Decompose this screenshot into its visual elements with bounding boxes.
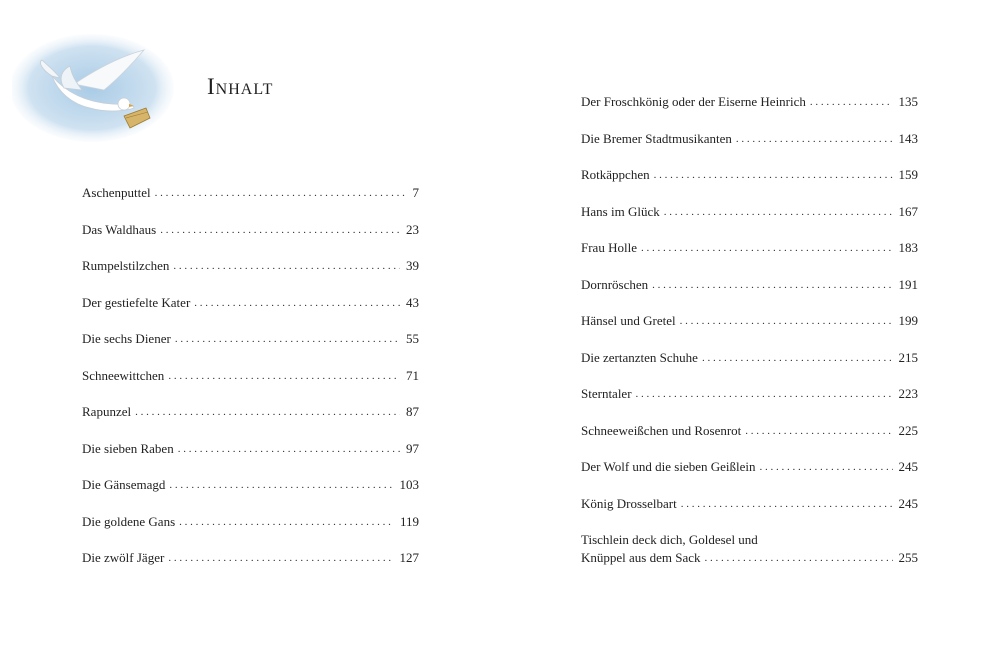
- entry-title: Frau Holle: [581, 240, 637, 255]
- leader-dots: [135, 403, 400, 421]
- page-title: Inhalt: [207, 74, 274, 99]
- toc-left-column: [82, 184, 419, 586]
- entry-title: Die Gänsemagd: [82, 477, 166, 492]
- toc-entry[interactable]: [82, 476, 419, 494]
- entry-page: 215: [898, 349, 918, 365]
- entry-page: 71: [406, 367, 419, 383]
- toc-entry[interactable]: [82, 221, 419, 239]
- entry-page: 97: [406, 440, 419, 456]
- toc-entry[interactable]: [581, 349, 918, 367]
- dove-illustration: [12, 32, 177, 144]
- leader-dots: [680, 312, 893, 330]
- entry-title: Aschenputtel: [82, 185, 151, 200]
- leader-dots: [636, 385, 893, 403]
- toc-entry[interactable]: [581, 458, 918, 476]
- leader-dots: [194, 294, 400, 312]
- leader-dots: [736, 130, 893, 148]
- leader-dots: [160, 221, 400, 239]
- entry-title: Hänsel und Gretel: [581, 313, 676, 328]
- entry-title: Sterntaler: [581, 386, 632, 401]
- entry-title: Dornröschen: [581, 276, 649, 292]
- dove-with-letter-icon: [12, 32, 177, 144]
- entry-page: 127: [399, 550, 419, 565]
- toc-entry[interactable]: [82, 403, 419, 421]
- entry-page: 87: [406, 404, 419, 419]
- entry-page: 43: [406, 294, 419, 310]
- toc-entry[interactable]: [581, 312, 918, 330]
- leader-dots: [652, 276, 892, 294]
- toc-entry[interactable]: [581, 93, 918, 111]
- entry-title-line2: Knüppel aus dem Sack: [581, 550, 701, 565]
- toc-entry[interactable]: [82, 184, 419, 202]
- toc-entry[interactable]: [581, 203, 918, 221]
- leader-dots: [702, 349, 893, 367]
- entry-title: Rapunzel: [82, 404, 132, 419]
- toc-entry[interactable]: [82, 367, 419, 385]
- entry-title: Der gestiefelte Kater: [82, 294, 191, 310]
- toc-entry[interactable]: [581, 130, 918, 148]
- toc-entry[interactable]: [581, 385, 918, 403]
- entry-title: Die goldene Gans: [82, 513, 176, 529]
- entry-page: 159: [898, 167, 918, 182]
- entry-page: 199: [898, 313, 918, 328]
- leader-dots: [810, 93, 893, 111]
- entry-title: Schneewittchen: [82, 367, 165, 383]
- entry-page: 225: [898, 422, 918, 438]
- entry-page: 55: [406, 331, 419, 346]
- toc-entry[interactable]: [82, 440, 419, 458]
- toc-entry[interactable]: [581, 531, 918, 567]
- leader-dots: [760, 458, 893, 476]
- entry-page: 183: [898, 240, 918, 255]
- toc-entry[interactable]: [581, 276, 918, 294]
- entry-title: Rotkäppchen: [581, 167, 650, 182]
- entry-page: 23: [406, 221, 419, 237]
- leader-dots: [681, 495, 893, 513]
- leader-dots: [169, 476, 393, 494]
- toc-entry[interactable]: [581, 495, 918, 513]
- entry-page: 245: [898, 495, 918, 511]
- leader-dots: [168, 367, 400, 385]
- leader-dots: [173, 257, 400, 275]
- entry-title: Die zertanzten Schuhe: [581, 349, 698, 365]
- entry-title: Hans im Glück: [581, 203, 660, 219]
- toc-entry[interactable]: [581, 422, 918, 440]
- leader-dots: [178, 440, 400, 458]
- entry-page: 103: [399, 477, 419, 492]
- leader-dots: [168, 549, 393, 567]
- entry-page: 245: [898, 459, 918, 474]
- entry-title: Die zwölf Jäger: [82, 550, 165, 565]
- leader-dots: [641, 239, 893, 257]
- entry-title: Das Waldhaus: [82, 221, 157, 237]
- entry-title: Schneeweißchen und Rosenrot: [581, 422, 742, 438]
- entry-title: Rumpelstilzchen: [82, 258, 170, 273]
- toc-right-column: [581, 93, 918, 586]
- entry-title: Die sechs Diener: [82, 331, 171, 346]
- leader-dots: [705, 549, 893, 567]
- toc-entry[interactable]: [82, 330, 419, 348]
- leader-dots: [654, 166, 893, 184]
- leader-dots: [179, 513, 394, 531]
- toc-entry[interactable]: [82, 513, 419, 531]
- entry-page: 135: [898, 94, 918, 109]
- toc-entry[interactable]: [82, 549, 419, 567]
- entry-page: 167: [898, 203, 918, 219]
- entry-page: 223: [898, 386, 918, 401]
- entry-page: 191: [898, 276, 918, 292]
- leader-dots: [175, 330, 400, 348]
- toc-entry[interactable]: [581, 239, 918, 257]
- leader-dots: [155, 184, 407, 202]
- entry-title: Der Froschkönig oder der Eiserne Heinrich: [581, 94, 806, 109]
- entry-title: König Drosselbart: [581, 495, 677, 511]
- entry-page: 255: [898, 550, 918, 565]
- toc-entry[interactable]: [82, 257, 419, 275]
- entry-page: 143: [898, 130, 918, 146]
- entry-page: 7: [412, 185, 419, 200]
- entry-page: 119: [399, 513, 419, 529]
- leader-dots: [745, 422, 892, 440]
- entry-title: Die Bremer Stadtmusikanten: [581, 130, 732, 146]
- toc-entry[interactable]: [82, 294, 419, 312]
- entry-title-line1: Tischlein deck dich, Goldesel und: [581, 532, 758, 547]
- entry-title: Der Wolf und die sieben Geißlein: [581, 459, 756, 474]
- entry-title: Die sieben Raben: [82, 440, 174, 456]
- leader-dots: [664, 203, 893, 221]
- toc-entry[interactable]: [581, 166, 918, 184]
- entry-page: 39: [406, 258, 419, 273]
